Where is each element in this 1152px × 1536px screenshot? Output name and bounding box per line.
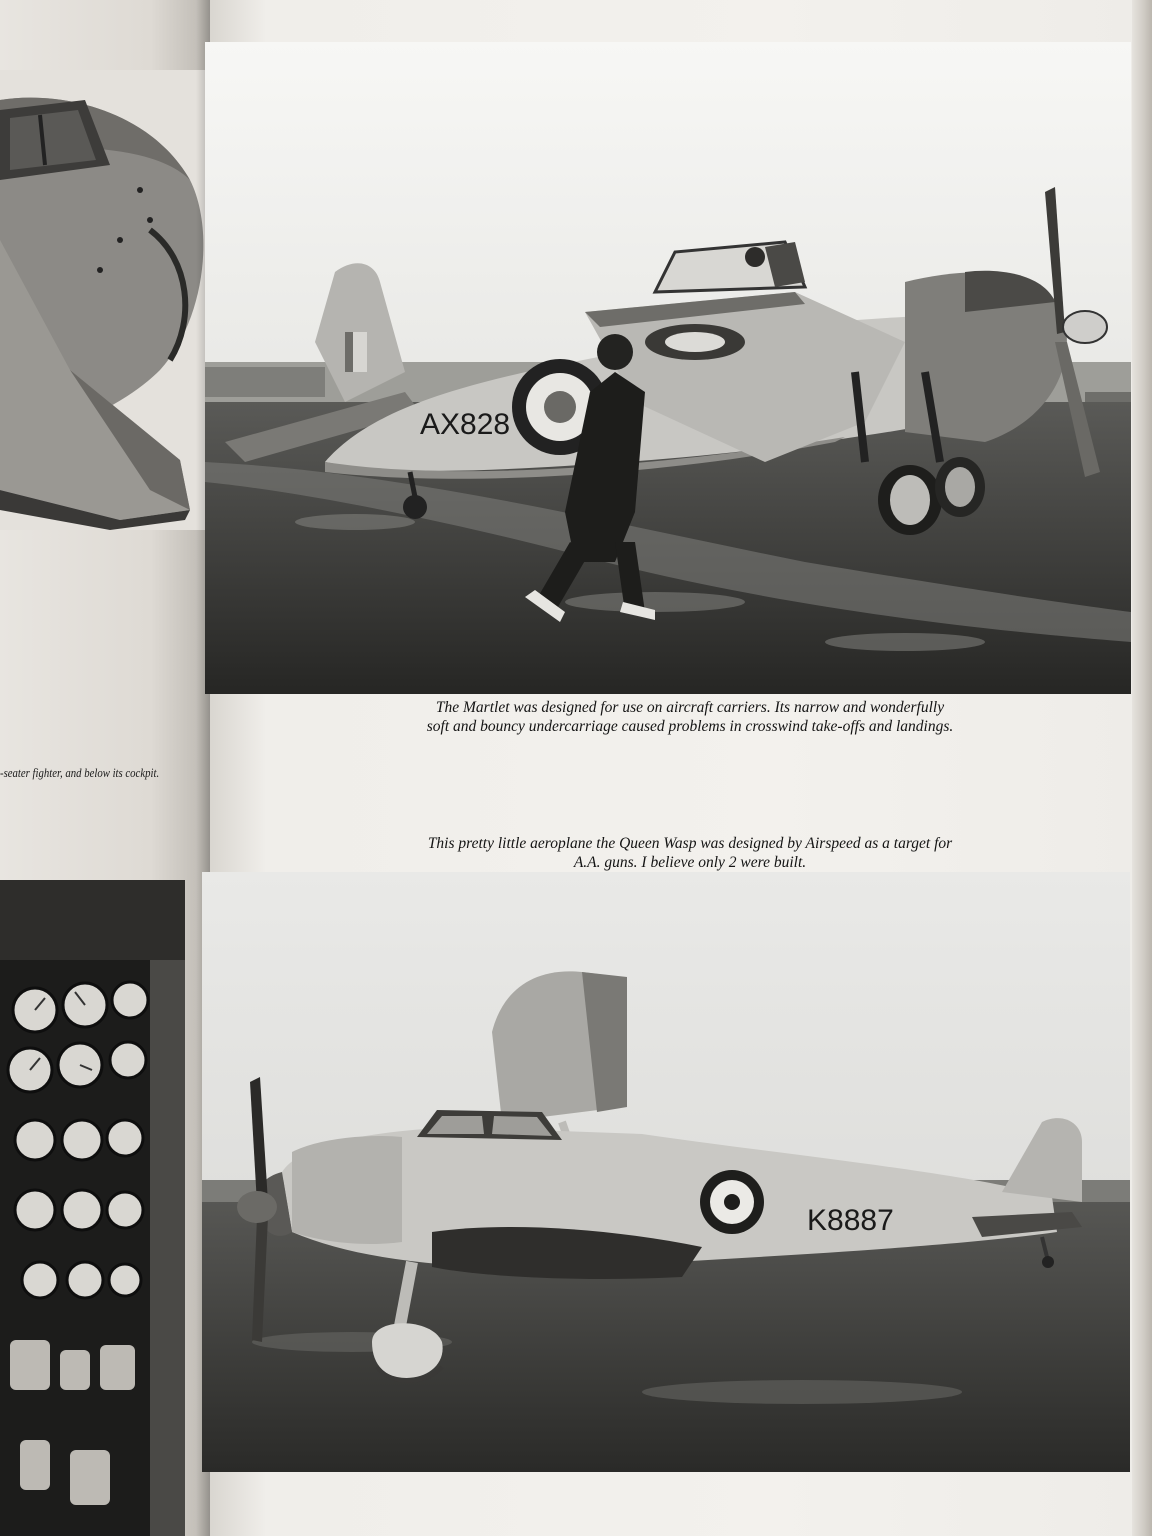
left-aircraft-nose-photo <box>0 70 205 530</box>
martlet-aircraft-photo <box>205 42 1131 694</box>
left-page <box>0 0 215 1536</box>
page-edge <box>1132 0 1152 1536</box>
queen-wasp-caption <box>290 834 1090 872</box>
martlet-caption <box>290 698 1090 736</box>
right-page <box>210 0 1152 1536</box>
queen-wasp-caption-line-2: A.A. guns. I believe only 2 were built. <box>573 854 807 871</box>
queen-wasp-aircraft-photo <box>202 872 1130 1472</box>
martlet-serial-number: AX828 <box>420 408 511 441</box>
left-page-caption-fragment: -seater fighter, and below its cockpit. <box>0 766 160 780</box>
cockpit-instrument-panel-photo <box>0 880 185 1536</box>
martlet-caption-line-1: The Martlet was designed for use on aircraft carriers. Its narrow and wonderfully <box>435 699 945 716</box>
queen-wasp-serial-number: K8887 <box>807 1204 894 1237</box>
queen-wasp-caption-line-1: This pretty little aeroplane the Queen Wasp was designed by Airspeed as a target for <box>427 835 953 852</box>
martlet-caption-line-2: soft and bouncy undercarriage caused problems in crosswind take-offs and landings. <box>426 718 954 735</box>
